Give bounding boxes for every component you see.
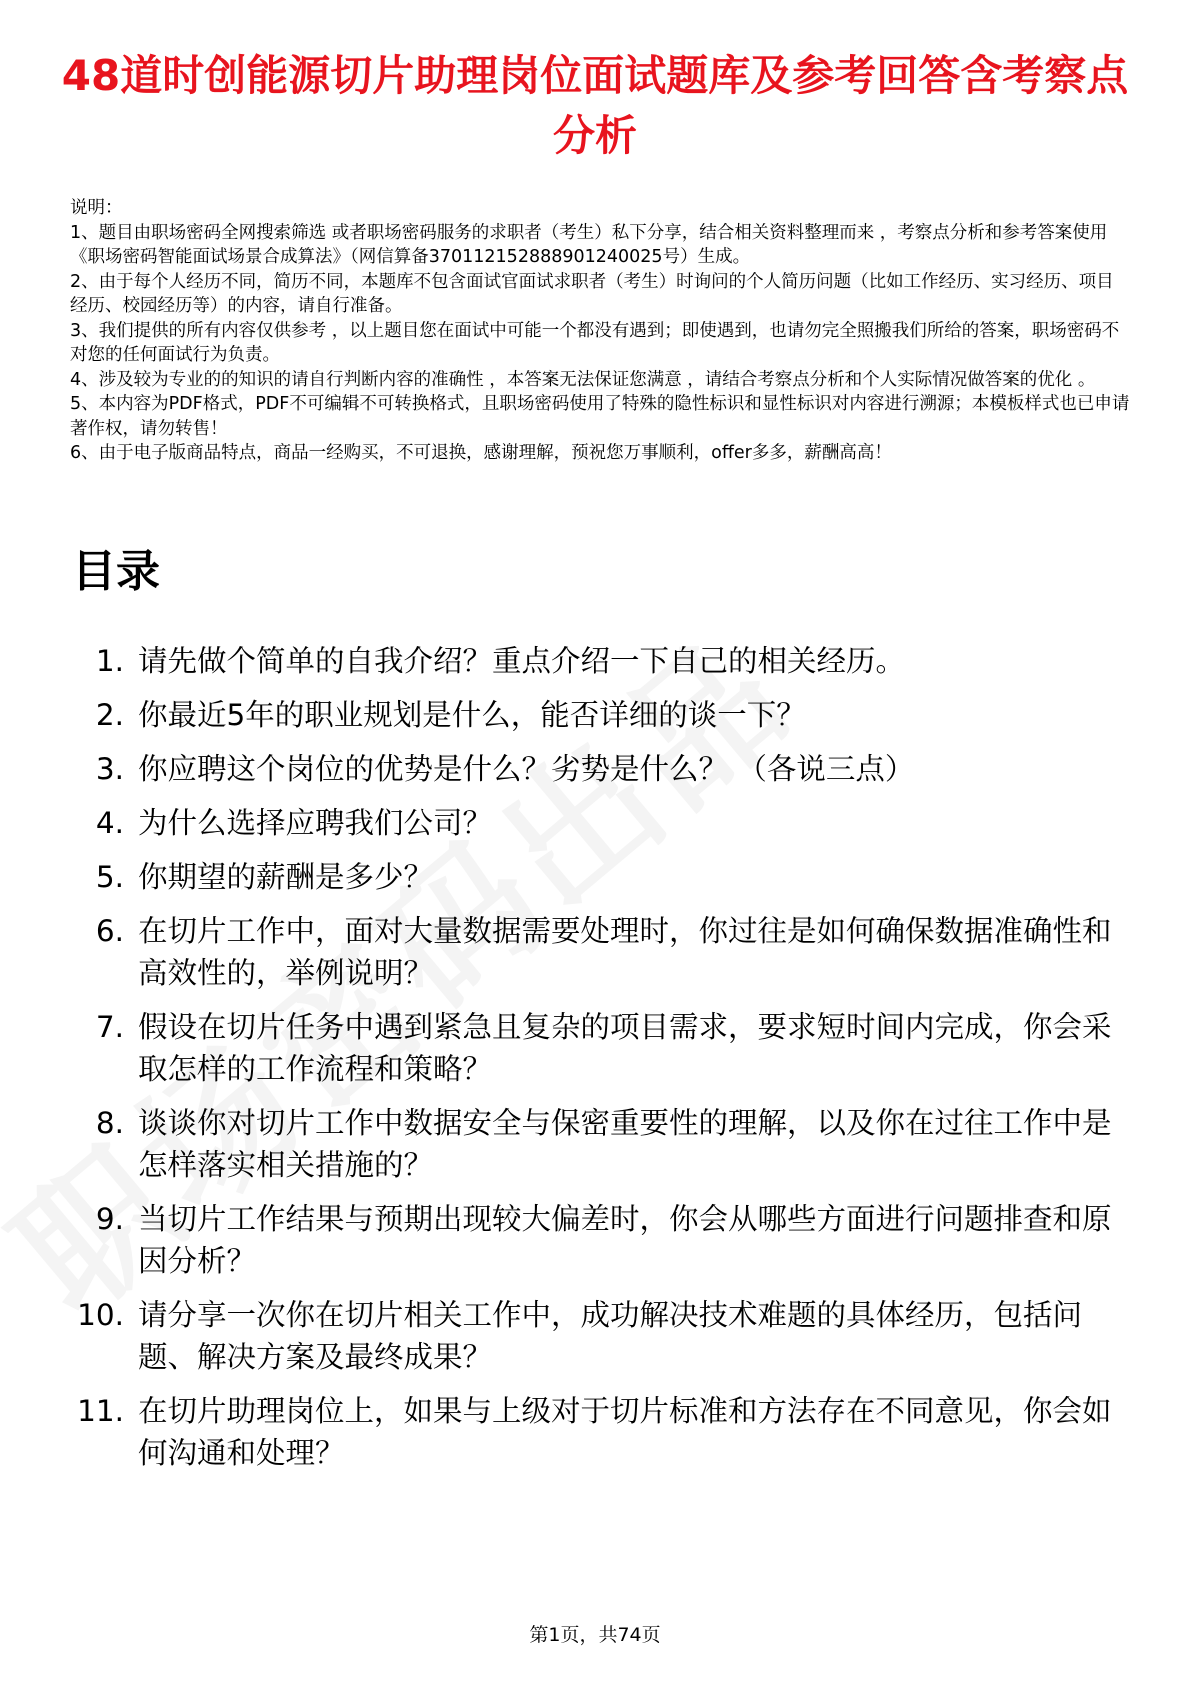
notes-line: 6、由于电子版商品特点，商品一经购买，不可退换，感谢理解，预祝您万事顺利，offer多多，薪酬高高！ — [70, 443, 892, 463]
toc-heading: 目录 — [72, 546, 160, 597]
notes-line: 3、我们提供的所有内容仅供参考 ，以上题目您在面试中可能一个都没有遇到；即使遇到，也请勿完全照搬我们所给的答案，职场密码不对您的任何面试行为负责。 — [70, 320, 1120, 365]
notes-line: 4、涉及较为专业的的知识的请自行判断内容的准确性 ，本答案无法保证您满意 ，请结合考察点分析和个人实际情况做答案的优化 。 — [70, 369, 1096, 390]
toc-item[interactable] — [64, 748, 1134, 790]
notes-section — [70, 196, 1130, 466]
toc-item-number: 7. — [95, 1010, 124, 1044]
toc-item[interactable] — [64, 856, 1134, 898]
toc-item[interactable] — [64, 910, 1134, 994]
toc-item-text: 在切片助理岗位上，如果与上级对于切片标准和方法存在不同意见，你会如何沟通和处理？ — [138, 1394, 1112, 1470]
toc-item[interactable] — [64, 1102, 1134, 1186]
toc-item-number: 8. — [95, 1106, 124, 1140]
toc-item-text: 你期望的薪酬是多少？ — [138, 860, 434, 894]
toc-item[interactable] — [64, 1294, 1134, 1378]
notes-line: 5、本内容为PDF格式，PDF不可编辑不可转换格式，且职场密码使用了特殊的隐性标识和显性标识对内容进行溯源；本模板样式也已申请著作权，请勿转售！ — [70, 394, 1130, 439]
toc-item-text: 在切片工作中，面对大量数据需要处理时，你过往是如何确保数据准确性和高效性的，举例说明？ — [138, 914, 1112, 990]
toc-item-text: 你最近5年的职业规划是什么，能否详细的谈一下？ — [138, 698, 806, 732]
toc-item[interactable] — [64, 694, 1134, 736]
toc-item-text: 当切片工作结果与预期出现较大偏差时，你会从哪些方面进行问题排查和原因分析？ — [138, 1202, 1112, 1278]
toc-item[interactable] — [64, 802, 1134, 844]
toc-item[interactable] — [64, 1198, 1134, 1282]
document-title: 48道时创能源切片助理岗位面试题库及参考回答含考察点分析 — [61, 51, 1129, 160]
toc-item-number: 9. — [95, 1202, 124, 1236]
toc-item-text: 为什么选择应聘我们公司？ — [138, 806, 493, 840]
toc-item-text: 请先做个简单的自我介绍？重点介绍一下自己的相关经历。 — [138, 644, 906, 678]
toc-item-number: 1. — [95, 644, 124, 678]
toc-item-text: 你应聘这个岗位的优势是什么？劣势是什么？ （各说三点） — [138, 752, 915, 786]
toc-item[interactable] — [64, 1390, 1134, 1474]
notes-line: 1、题目由职场密码全网搜索筛选 或者职场密码服务的求职者（考生）私下分享，结合相关资料整理而来 ，考察点分析和参考答案使用《职场密码智能面试场景合成算法》（网信算备370112152888901240025号）生成。 — [70, 222, 1108, 267]
page-number: 第1页，共74页 — [529, 1624, 661, 1646]
toc-item-number: 11. — [77, 1394, 124, 1428]
toc-item-text: 谈谈你对切片工作中数据安全与保密重要性的理解，以及你在过往工作中是怎样落实相关措施的？ — [138, 1106, 1112, 1182]
toc-item-text: 请分享一次你在切片相关工作中，成功解决技术难题的具体经历，包括问题、解决方案及最终成果？ — [138, 1298, 1083, 1374]
toc-item-number: 3. — [95, 752, 124, 786]
toc-item[interactable] — [64, 1006, 1134, 1090]
toc-item-number: 6. — [95, 914, 124, 948]
notes-line: 说明： — [70, 198, 123, 218]
toc-item-number: 5. — [95, 860, 124, 894]
toc-item-number: 2. — [95, 698, 124, 732]
toc-item-number: 4. — [95, 806, 124, 840]
toc-item-number: 10. — [77, 1298, 124, 1332]
toc-item[interactable] — [64, 640, 1134, 682]
notes-line: 2、由于每个人经历不同，简历不同，本题库不包含面试官面试求职者（考生）时询问的个人简历问题（比如工作经历、实习经历、项目经历、校园经历等）的内容，请自行准备。 — [70, 271, 1114, 316]
toc-item-text: 假设在切片任务中遇到紧急且复杂的项目需求，要求短时间内完成，你会采取怎样的工作流程和策略？ — [138, 1010, 1112, 1086]
toc-list — [64, 640, 1134, 1486]
